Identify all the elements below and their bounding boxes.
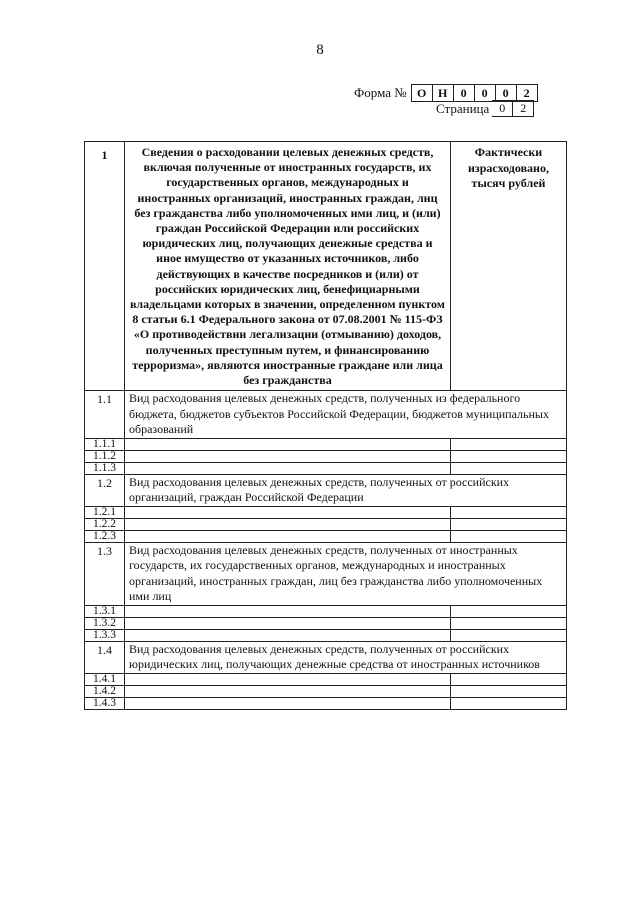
section-text: Вид расходования целевых денежных средств, полученных от иностранных государств, их государственных органов, международных и иностранных организаций, иностранных граждан, лиц без гражданства либо уполномоченных ими лиц — [125, 542, 567, 605]
expense-type-cell[interactable] — [125, 605, 451, 617]
table-row — [85, 438, 567, 450]
section-row — [85, 391, 567, 439]
row-number: 1.4.3 — [85, 697, 125, 709]
amount-cell[interactable] — [451, 605, 567, 617]
amount-cell[interactable] — [451, 506, 567, 518]
row-number: 1.4.2 — [85, 685, 125, 697]
amount-cell[interactable] — [451, 673, 567, 685]
section-text: Вид расходования целевых денежных средств, полученных от российских организаций, граждан Российской Федерации — [125, 474, 567, 506]
page-code-char: 0 — [492, 100, 513, 117]
section-row — [85, 542, 567, 605]
form-code-char: Н — [433, 85, 454, 101]
row-number: 1.2.3 — [85, 530, 125, 542]
table-row — [85, 462, 567, 474]
page-code-char: 2 — [513, 100, 534, 117]
expense-type-cell[interactable] — [125, 462, 451, 474]
expense-type-cell[interactable] — [125, 530, 451, 542]
row-number: 1.3.3 — [85, 629, 125, 641]
form-code-char: 0 — [454, 85, 475, 101]
amount-cell[interactable] — [451, 462, 567, 474]
row-number: 1.1.2 — [85, 450, 125, 462]
expense-type-cell[interactable] — [125, 685, 451, 697]
row-number: 1.4.1 — [85, 673, 125, 685]
expense-type-cell[interactable] — [125, 450, 451, 462]
form-code-char: 0 — [496, 85, 517, 101]
expense-type-cell[interactable] — [125, 438, 451, 450]
page-code — [436, 100, 534, 117]
header-text: Сведения о расходовании целевых денежных средств, включая полученные от иностранных государств, их государственных органов, международных и иностранных организаций, иностранных граждан, лиц без гражданства либо уполномоченных ими лиц, и (или) граждан Российской Федерации или российских юридических лиц, получающих денежные средства и иное имущество от указанных источников, либо действующих в качестве посредников и (или) от российских юридических лиц, бенефициарными владельцами которых в значении, определенном пунктом 8 статьи 6.1 Федерального закона от 07.08.2001 № 115-ФЗ «О противодействии легализации (отмыванию) доходов, полученных преступным путем, и финансированию терроризма», являются иностранные граждане или лица без гражданства — [125, 142, 451, 391]
page-number: 8 — [316, 42, 324, 58]
section-number: 1.1 — [85, 391, 125, 439]
row-number: 1.3.1 — [85, 605, 125, 617]
table-row — [85, 629, 567, 641]
section-number: 1.3 — [85, 542, 125, 605]
header-number: 1 — [85, 142, 125, 391]
expense-type-cell[interactable] — [125, 518, 451, 530]
section-number: 1.2 — [85, 474, 125, 506]
amount-cell[interactable] — [451, 518, 567, 530]
section-row — [85, 641, 567, 673]
amount-cell[interactable] — [451, 438, 567, 450]
table-row — [85, 685, 567, 697]
expense-type-cell[interactable] — [125, 673, 451, 685]
section-row — [85, 474, 567, 506]
row-number: 1.2.2 — [85, 518, 125, 530]
expense-type-cell[interactable] — [125, 697, 451, 709]
row-number: 1.3.2 — [85, 617, 125, 629]
row-number: 1.2.1 — [85, 506, 125, 518]
table-row — [85, 450, 567, 462]
table-row — [85, 673, 567, 685]
section-text: Вид расходования целевых денежных средств, полученных от российских юридических лиц, получающих денежные средства от иностранных источников — [125, 641, 567, 673]
table-row — [85, 697, 567, 709]
amount-cell[interactable] — [451, 530, 567, 542]
form-code-char: 2 — [523, 86, 530, 100]
amount-cell[interactable] — [451, 617, 567, 629]
page-label: Страница — [436, 100, 490, 116]
table-header-row — [85, 142, 567, 391]
amount-cell[interactable] — [451, 450, 567, 462]
expense-type-cell[interactable] — [125, 617, 451, 629]
table-row — [85, 506, 567, 518]
table-row — [85, 617, 567, 629]
expenditure-table — [84, 141, 567, 710]
row-number: 1.1.1 — [85, 438, 125, 450]
amount-cell[interactable] — [451, 697, 567, 709]
section-number: 1.4 — [85, 641, 125, 673]
table-row — [85, 518, 567, 530]
form-code-char: 0 — [475, 85, 496, 101]
row-number: 1.1.3 — [85, 462, 125, 474]
table-row — [85, 530, 567, 542]
expense-type-cell[interactable] — [125, 629, 451, 641]
amount-cell[interactable] — [451, 629, 567, 641]
section-text: Вид расходования целевых денежных средств, полученных из федерального бюджета, бюджетов субъектов Российской Федерации, бюджетов муниципальных образований — [125, 391, 567, 439]
amount-cell[interactable] — [451, 685, 567, 697]
form-label: Форма № — [354, 85, 407, 100]
expense-type-cell[interactable] — [125, 506, 451, 518]
form-code-char: О — [412, 85, 433, 101]
table-row — [85, 605, 567, 617]
header-value: Фактически израсходовано, тысяч рублей — [451, 142, 567, 391]
